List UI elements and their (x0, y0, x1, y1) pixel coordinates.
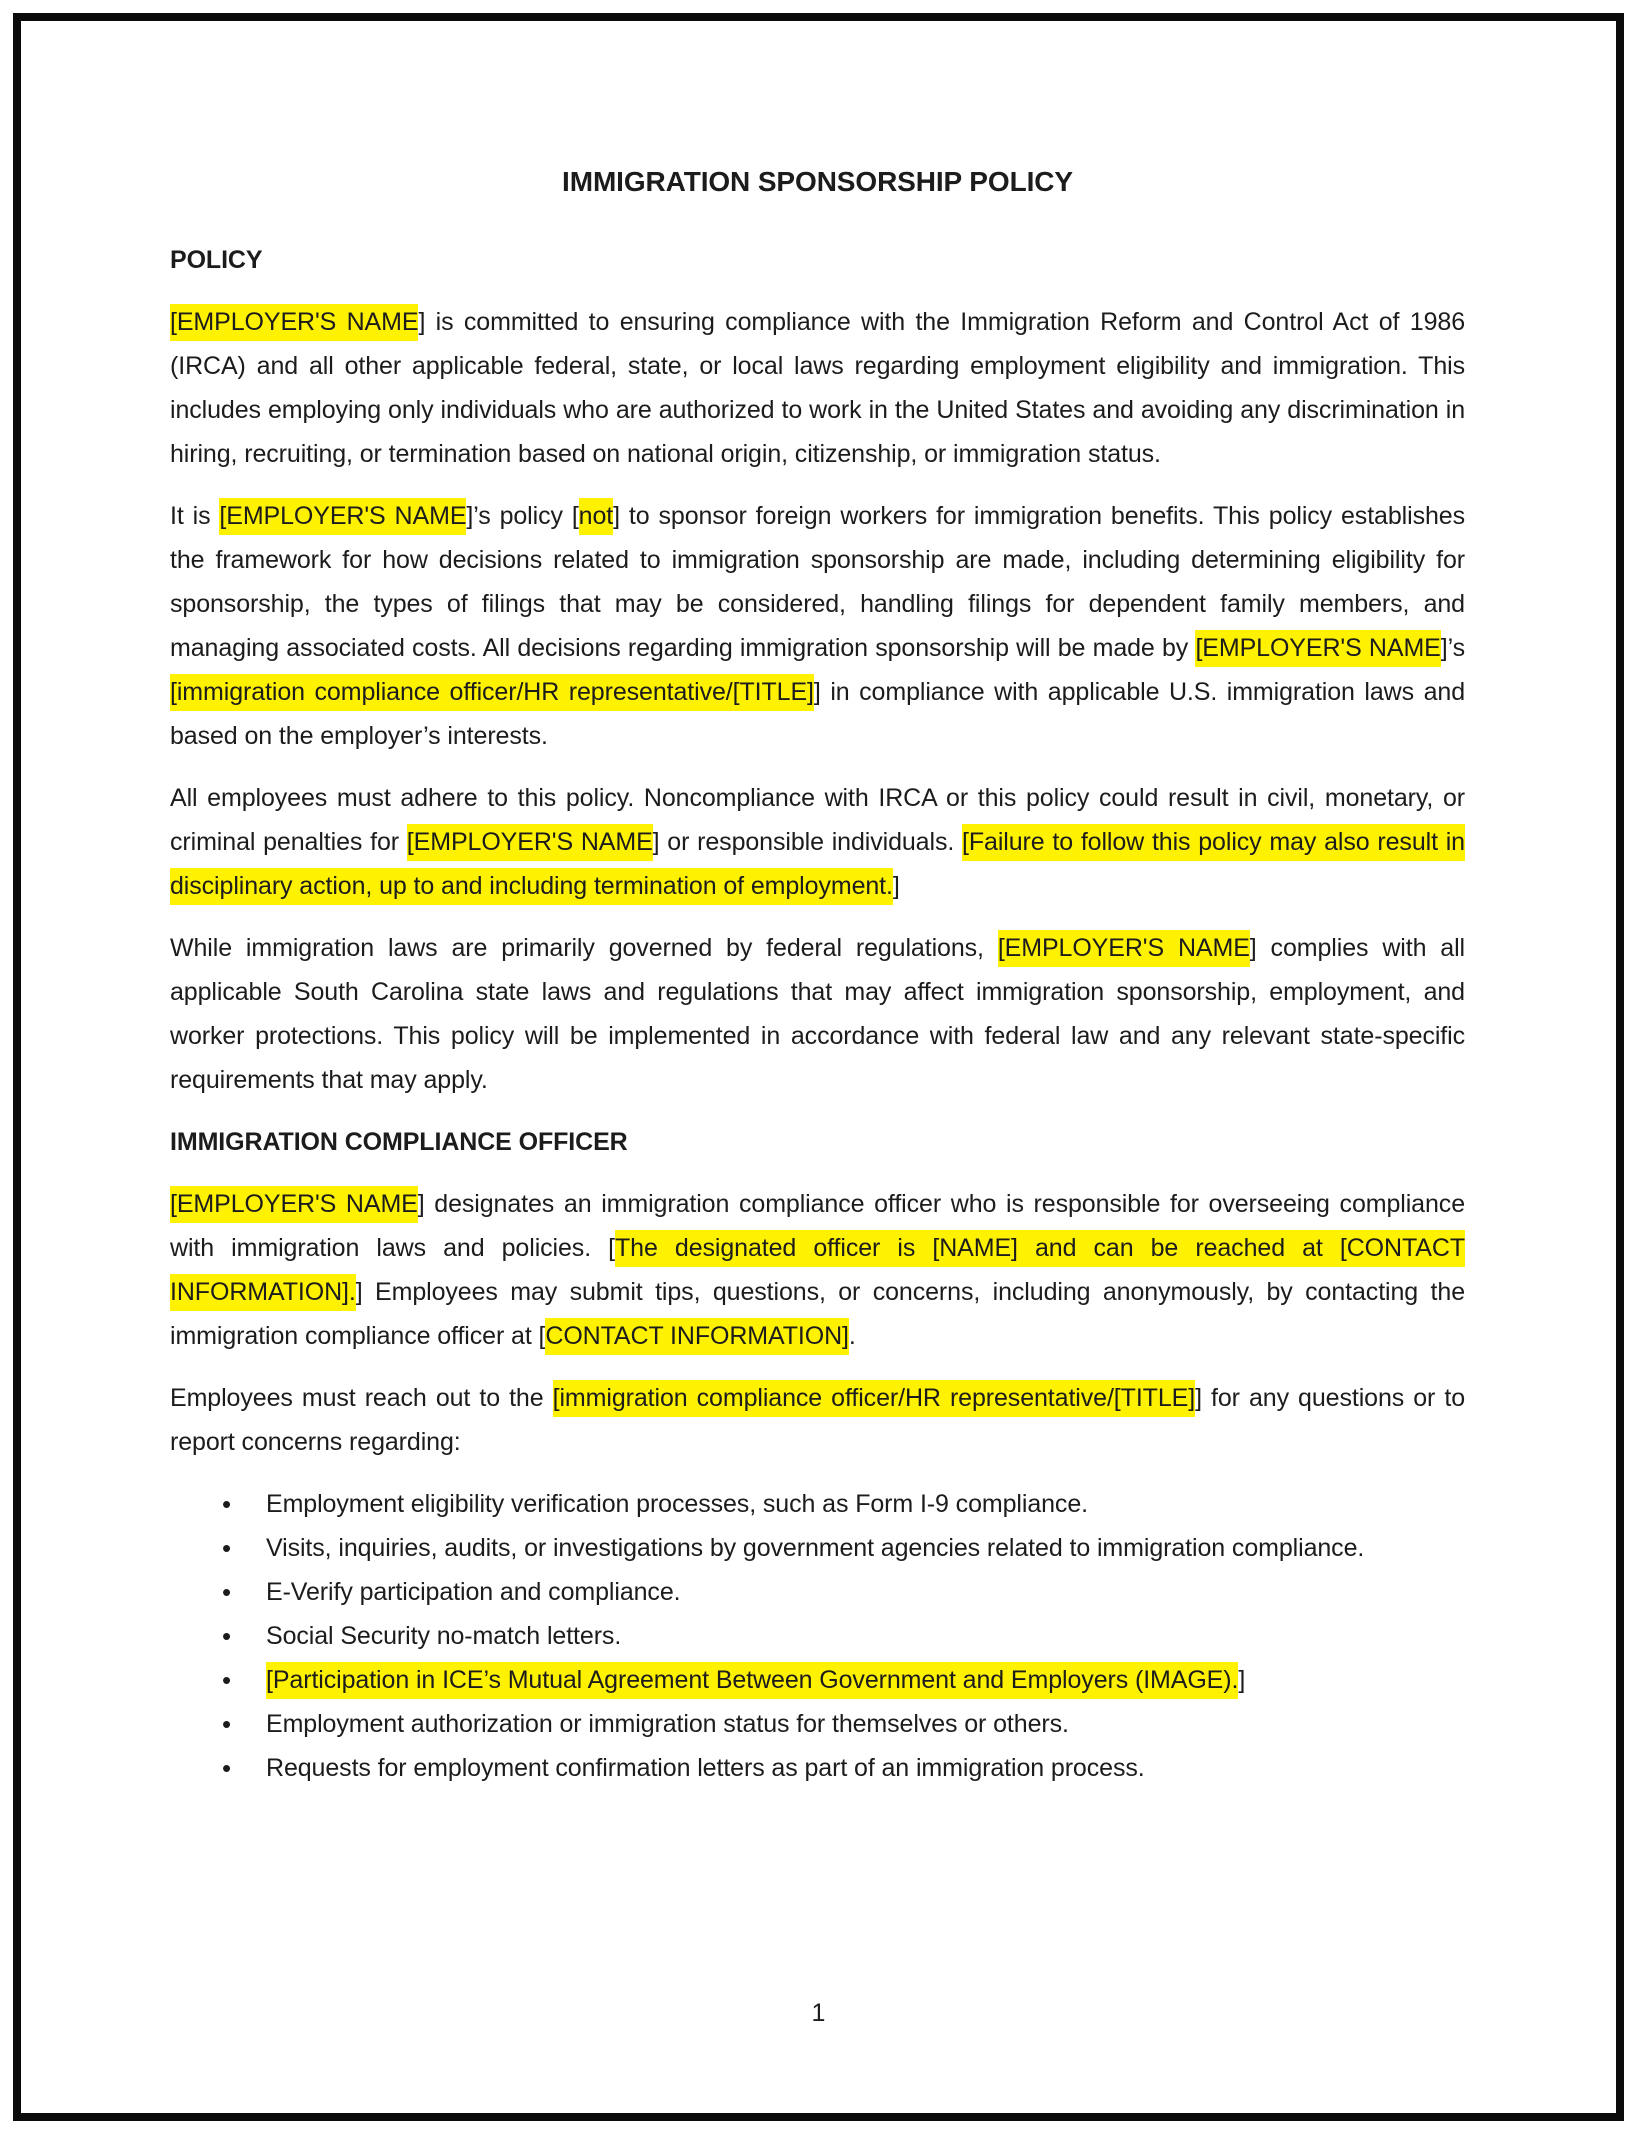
highlighted-placeholder-text: [EMPLOYER'S NAME (998, 930, 1250, 967)
highlighted-placeholder-text: [EMPLOYER'S NAME (219, 498, 466, 535)
compliance-paragraph-2 (170, 1376, 1465, 1464)
concerns-list (170, 1482, 1465, 1790)
page-number: 1 (811, 1999, 826, 2027)
text-run: All employees must adhere to this policy. Noncompliance with IRCA or this policy could result in civil, monetary, or criminal penalties for (170, 784, 1465, 856)
bullet-item (266, 1482, 1465, 1526)
highlighted-placeholder-text: [EMPLOYER'S NAME (1195, 630, 1440, 667)
bullet-item (266, 1570, 1465, 1614)
text-run: While immigration laws are primarily governed by federal regulations, (170, 934, 998, 962)
document-content (170, 158, 1465, 1808)
document-title: IMMIGRATION SPONSORSHIP POLICY (562, 166, 1073, 197)
highlighted-placeholder-text: [EMPLOYER'S NAME (170, 1186, 418, 1223)
bullet-item (266, 1746, 1465, 1790)
highlighted-placeholder-text: [EMPLOYER'S NAME (407, 824, 653, 861)
text-run: ] in compliance with applicable U.S. immigration laws and based on the employer’s interests. (170, 678, 1466, 750)
text-run: ] complies with all applicable South Carolina state laws and regulations that may affect immigration sponsorship, employment, and worker protections. This policy will be implemented in accordance with federal law and any relevant state-specific requirements that may apply. (170, 934, 1466, 1094)
policy-paragraph-2 (170, 494, 1465, 758)
text-run: E-Verify participation and compliance. (266, 1578, 681, 1606)
policy-paragraph-4 (170, 926, 1465, 1102)
text-run: Social Security no-match letters. (266, 1622, 622, 1650)
text-run: ] (1238, 1666, 1246, 1694)
text-run: Requests for employment confirmation letters as part of an immigration process. (266, 1754, 1145, 1782)
text-run: ]’s policy [ (466, 502, 579, 530)
highlighted-placeholder-text: [immigration compliance officer/HR representative/[TITLE] (553, 1380, 1195, 1417)
text-run: ] or responsible individuals. (652, 828, 962, 856)
highlighted-placeholder-text: CONTACT INFORMATION] (545, 1318, 849, 1355)
highlighted-placeholder-text: The designated officer is [NAME] and can be reached at [CONTACT INFORMATION]. (170, 1230, 1465, 1311)
section-heading-compliance-officer: IMMIGRATION COMPLIANCE OFFICER (170, 1128, 628, 1156)
section-heading-policy: POLICY (170, 246, 263, 274)
text-run: ] to sponsor foreign workers for immigration benefits. This policy establishes the framework for how decisions related to immigration sponsorship are made, including determining eligibility for sponsorship, the types of filings that may be considered, handling filings for dependent family members, and managing associated costs. All decisions regarding immigration sponsorship will be made by (170, 502, 1465, 662)
highlighted-placeholder-text: [Participation in ICE’s Mutual Agreement Between Government and Employers (IMAGE). (266, 1662, 1238, 1699)
highlighted-placeholder-text: [EMPLOYER'S NAME (170, 304, 418, 341)
text-run: . (848, 1322, 856, 1350)
bullet-item (266, 1702, 1465, 1746)
text-run: ] for any questions or to report concerns regarding: (170, 1384, 1465, 1456)
text-run: ] designates an immigration compliance officer who is responsible for overseeing compliance with immigration laws and policies. [ (170, 1190, 1465, 1262)
text-run: Employees must reach out to the (170, 1384, 553, 1412)
highlighted-placeholder-text: [Failure to follow this policy may also result in disciplinary action, up to and including termination of employment. (170, 824, 1465, 905)
bullet-item (266, 1614, 1465, 1658)
text-run: ] (892, 872, 900, 900)
text-run: ] Employees may submit tips, questions, or concerns, including anonymously, by contacting the immigration compliance officer at [ (170, 1278, 1465, 1350)
text-run: Employment authorization or immigration status for themselves or others. (266, 1710, 1069, 1738)
text-run: Visits, inquiries, audits, or investigations by government agencies related to immigration compliance. (266, 1534, 1365, 1562)
highlighted-placeholder-text: [immigration compliance officer/HR representative/[TITLE] (170, 674, 814, 711)
bullet-item (266, 1658, 1465, 1702)
compliance-paragraph-1 (170, 1182, 1465, 1358)
text-run: ] is committed to ensuring compliance with the Immigration Reform and Control Act of 1986 (IRCA) and all other applicable federal, state, or local laws regarding employment eligibility and immigration. This includes employing only individuals who are authorized to work in the United States and avoiding any discrimination in hiring, recruiting, or termination based on national origin, citizenship, or immigration status. (170, 308, 1465, 468)
text-run: It is (170, 502, 220, 530)
policy-paragraph-3 (170, 776, 1465, 908)
policy-paragraph-1 (170, 300, 1465, 476)
highlighted-placeholder-text: not (579, 498, 613, 535)
text-run: Employment eligibility verification processes, such as Form I-9 compliance. (266, 1490, 1088, 1518)
bullet-item (266, 1526, 1465, 1570)
text-run: ]’s (1440, 634, 1465, 662)
